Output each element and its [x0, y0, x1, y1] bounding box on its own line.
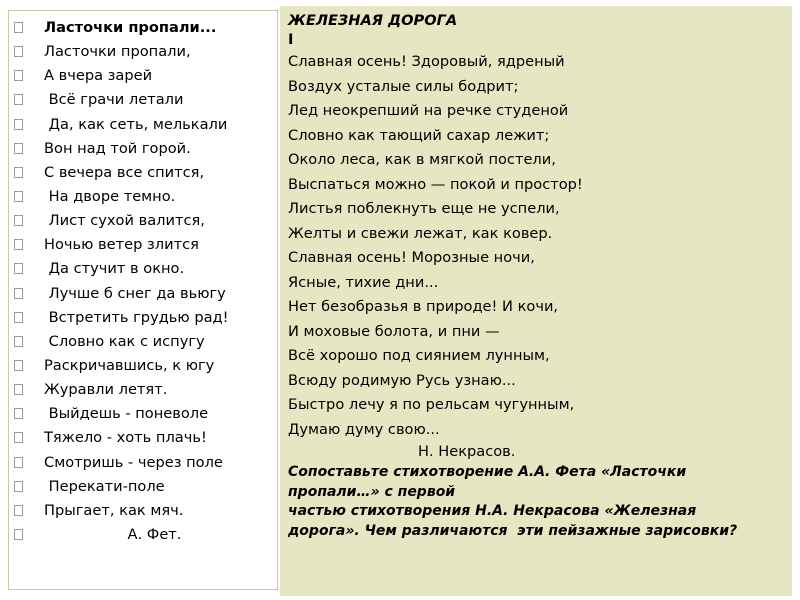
poem-title-line: Ласточки пропали... [14, 19, 228, 43]
bullet-icon [14, 288, 23, 299]
verse-line: Выспаться можно — покой и простор! [288, 175, 583, 193]
poem-line: Лист сухой валится, [14, 212, 228, 236]
left-poem [14, 19, 228, 550]
bullet-icon [14, 46, 23, 57]
bullet-icon [14, 336, 23, 347]
bullet-icon [14, 408, 23, 419]
task-line: дорога». Чем различаются эти пейзажные зарисовки? [288, 522, 738, 539]
verse-line: Около леса, как в мягкой постели, [288, 151, 556, 168]
verse-line: Быстро лечу я по рельсам чугунным, [288, 396, 575, 413]
bullet-icon [14, 119, 23, 130]
bullet-icon [14, 312, 23, 323]
task-line: Сопоставьте стихотворение А.А. Фета «Ласточки [288, 464, 687, 480]
bullet-icon [14, 263, 23, 274]
poem-line: Смотришь - через поле [14, 454, 228, 478]
bullet-icon [14, 457, 23, 468]
poem-line: Да, как сеть, мелькали [14, 116, 228, 140]
verse-line: Ясные, тихие дни... [288, 273, 439, 291]
bullet-icon [14, 529, 23, 540]
verse-line: Лед неокрепший на речке студеной [288, 102, 569, 119]
bullet-icon [14, 94, 23, 105]
verse-line: Желты и свежи лежат, как ковер. [288, 224, 553, 242]
poem-line: Встретить грудью рад! [14, 309, 228, 333]
bullet-icon [14, 481, 23, 492]
poem-line: Ночью ветер злится [14, 236, 228, 260]
poem-line: Вон над той горой. [14, 140, 228, 164]
verse-line: Нет безобразья в природе! И кочи, [288, 298, 559, 315]
bullet-icon [14, 432, 23, 443]
verse-line: И моховые болота, и пни — [288, 322, 500, 340]
verse-line: Славная осень! Здоровый, ядреный [288, 53, 565, 70]
poem-author-line: А. Фет. [14, 526, 228, 550]
bullet-icon [14, 505, 23, 516]
bullet-icon [14, 191, 23, 202]
task-question [288, 463, 786, 541]
poem-line: На дворе темно. [14, 188, 228, 212]
bullet-icon [14, 70, 23, 81]
task-line: частью стихотворения Н.А. Некрасова «Железная [288, 503, 697, 519]
poem-line: Словно как с испугу [14, 333, 228, 357]
poem-line: Тяжело - хоть плачь! [14, 429, 228, 453]
verse-line: Славная осень! Морозные ночи, [288, 249, 535, 266]
poem-line: Прыгает, как мяч. [14, 502, 228, 526]
poem-line: А вчера зарей [14, 67, 228, 91]
poem-line: Всё грачи летали [14, 91, 228, 115]
verse-line: Воздух усталые силы бодрит; [288, 77, 519, 95]
verse-line: Словно как тающий сахар лежит; [288, 126, 550, 144]
bullet-icon [14, 215, 23, 226]
bullet-icon [14, 22, 23, 33]
verse-line: Листья поблекнуть еще не успели, [288, 200, 560, 217]
bullet-icon [14, 143, 23, 154]
poem-line: Выйдешь - поневоле [14, 405, 228, 429]
bullet-icon [14, 360, 23, 371]
task-line: пропали…» с первой [288, 483, 456, 500]
verse-line: Думаю думу свою... [288, 420, 440, 438]
poem-line: С вечера все спится, [14, 164, 228, 188]
poem-line: Журавли летят. [14, 381, 228, 405]
verse-line: Всё хорошо под сиянием лунным, [288, 347, 550, 364]
bullet-icon [14, 384, 23, 395]
poem-author: Н. Некрасов. [418, 443, 516, 460]
poem-part-number: I [288, 31, 294, 48]
poem-line: Перекати-поле [14, 478, 228, 502]
poem-line: Да стучит в окно. [14, 260, 228, 284]
bullet-icon [14, 239, 23, 250]
bullet-icon [14, 167, 23, 178]
verse-line: Всюду родимую Русь узнаю... [288, 371, 516, 389]
poem-line: Раскричавшись, к югу [14, 357, 228, 381]
poem-line: Ласточки пропали, [14, 43, 228, 67]
poem-heading: ЖЕЛЕЗНАЯ ДОРОГА [288, 12, 458, 29]
right-poem-block [288, 12, 786, 541]
poem-line: Лучше б снег да вьюгу [14, 285, 228, 309]
